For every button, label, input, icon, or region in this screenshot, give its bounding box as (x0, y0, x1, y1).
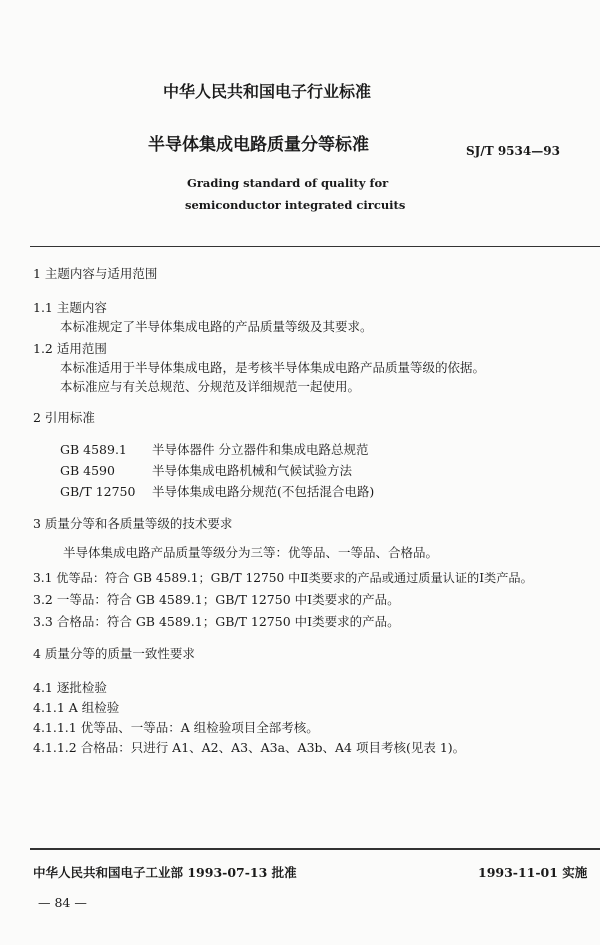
section-1-2-text2: 本标准应与有关总规范、分规范及详细规范一起使用。 (60, 379, 361, 394)
english-title-2: semiconductor integrated circuits (185, 198, 406, 212)
ref-item (60, 463, 352, 479)
doc-code: SJ/T 9534—93 (466, 144, 560, 158)
section-3: 3 质量分等和各质量等级的技术要求 (33, 516, 233, 531)
section-1: 1 主题内容与适用范围 (33, 266, 158, 281)
english-title-1: Grading standard of quality for (187, 176, 389, 190)
ref-code: GB 4590 (60, 463, 115, 478)
section-1-2-text1: 本标准适用于半导体集成电路，是考核半导体集成电路产品质量等级的依据。 (60, 360, 486, 375)
ref-code: GB/T 12750 (60, 484, 136, 499)
page-number: — 84 — (38, 895, 87, 910)
section-1-1: 1.1 主题内容 (33, 300, 107, 315)
ref-title: 半导体器件 分立器件和集成电路总规范 (152, 442, 369, 457)
ref-code: GB 4589.1 (60, 442, 127, 457)
section-3-2: 3.2 一等品：符合 GB 4589.1；GB/T 12750 中Ⅰ类要求的产品。 (33, 592, 400, 607)
footer-divider (30, 848, 600, 850)
approval-date: 中华人民共和国电子工业部 1993-07-13 批准 (33, 865, 297, 880)
ref-title: 半导体集成电路分规范(不包括混合电路) (152, 484, 375, 499)
section-4-1: 4.1 逐批检验 (33, 680, 107, 695)
issuing-org: 中华人民共和国电子行业标准 (163, 82, 372, 101)
section-4-1-1-2: 4.1.1.2 合格品：只进行 A1、A2、A3、A3a、A3b、A4 项目考核(见表 1)。 (33, 740, 466, 755)
section-1-1-text: 本标准规定了半导体集成电路的产品质量等级及其要求。 (60, 319, 373, 334)
doc-title: 半导体集成电路质量分等标准 (148, 135, 369, 155)
section-4-1-1: 4.1.1 A 组检验 (33, 700, 120, 715)
section-4: 4 质量分等的质量一致性要求 (33, 646, 195, 661)
section-3-3: 3.3 合格品：符合 GB 4589.1；GB/T 12750 中Ⅰ类要求的产品。 (33, 614, 400, 629)
header-divider (30, 246, 600, 247)
ref-item (60, 442, 368, 458)
section-3-text: 半导体集成电路产品质量等级分为三等：优等品、一等品、合格品。 (63, 545, 439, 560)
effective-date: 1993-11-01 实施 (478, 865, 588, 880)
ref-item (60, 484, 374, 500)
section-2: 2 引用标准 (33, 410, 95, 425)
ref-title: 半导体集成电路机械和气候试验方法 (152, 463, 353, 478)
section-3-1: 3.1 优等品：符合 GB 4589.1；GB/T 12750 中Ⅱ类要求的产品或通过质量认证的Ⅰ类产品。 (33, 571, 533, 585)
section-1-2: 1.2 适用范围 (33, 341, 107, 356)
section-4-1-1-1: 4.1.1.1 优等品、一等品：A 组检验项目全部考核。 (33, 720, 319, 735)
